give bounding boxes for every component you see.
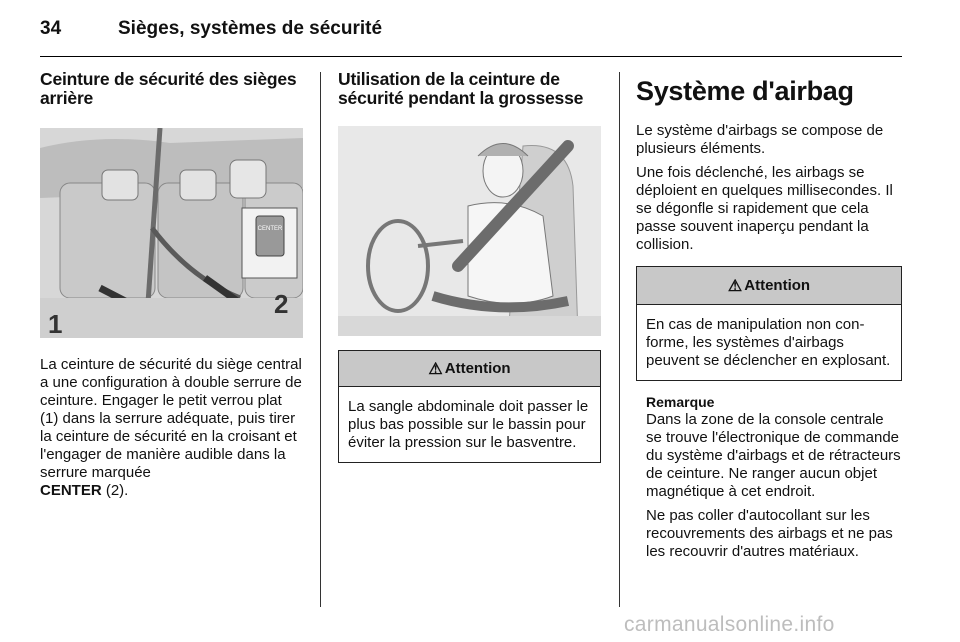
column-rear-seatbelt (40, 70, 303, 500)
figure-label-2: 2 (274, 289, 289, 319)
airbag-paragraph-2: Une fois déclenché, les airbags se déploient en quelques millisecondes. Il se dégonfle si rapidement que cela passe souvent inaperçu pendant la collision. (636, 164, 893, 253)
pregnancy-heading: Utilisation de la ceinture de sécurité pendant la grossesse (338, 69, 584, 108)
rear-seatbelt-illustration (40, 128, 303, 338)
airbag-heading: Système d'airbag (636, 76, 854, 106)
airbag-warning-title: Attention (744, 277, 811, 294)
airbag-note (636, 393, 902, 561)
pregnancy-warning-header (339, 351, 600, 387)
page-number: 34 (40, 18, 62, 39)
rear-seatbelt-text-end: (2). (101, 482, 129, 499)
airbag-warning-header (637, 267, 901, 305)
pregnancy-warning-title: Attention (444, 360, 511, 377)
figure-label-1: 1 (48, 309, 63, 338)
watermark: carmanualsonline.info (624, 613, 835, 636)
pregnant-driver-drawing (338, 126, 601, 336)
note-text: Dans la zone de la console centrale se trouve l'électronique de commande du système d'airbags et de rétracteurs de ceinture. Ne ranger aucun objet magnétique à cet endroit. (646, 411, 901, 500)
rear-seatbelt-heading: Ceinture de sécurité des sièges arrière (40, 69, 297, 108)
rear-seatbelt-text: La ceinture de sécurité du siège central a une configuration à double serrure de ceinture. Engager le petit verrou plat (1) dans la serrure adéquate, puis tirer la ceinture de sécurité en la croisant et l'engager de manière audible dans la serrure marquée (40, 356, 302, 481)
warning-triangle-icon: ⚠ (727, 277, 743, 295)
warning-triangle-icon: ⚠ (428, 360, 443, 378)
page-title: Sièges, systèmes de sécurité (118, 18, 383, 39)
pregnancy-warning-text: La sangle abdominale doit passer le plus bas possible sur le bassin pour éviter la pression sur le basventre. (348, 398, 589, 451)
column-divider-1 (320, 72, 321, 607)
header-divider (40, 56, 902, 57)
buckle-center-label: CENTER (257, 226, 283, 232)
pregnancy-warning-box (338, 350, 601, 463)
column-divider-2 (619, 72, 620, 607)
airbag-warning-text: En cas de manipulation non conforme, les systèmes d'airbags peuvent se déclencher en explosant. (646, 316, 891, 369)
airbag-warning-box (636, 266, 902, 381)
rear-seat-drawing (40, 128, 303, 338)
column-pregnancy (338, 70, 601, 463)
note-title: Remarque (646, 394, 715, 410)
airbag-paragraph-3: Ne pas coller d'autocollant sur les recouvrements des airbags et ne pas les recouvrir d'autres matériaux. (646, 507, 893, 560)
center-emphasis: CENTER (40, 482, 102, 499)
pregnancy-illustration (338, 126, 601, 336)
page-header (40, 18, 902, 48)
airbag-paragraph-1: Le système d'airbags se compose de plusieurs éléments. (636, 122, 884, 157)
column-airbag (636, 70, 902, 561)
rear-seatbelt-body (40, 356, 303, 500)
